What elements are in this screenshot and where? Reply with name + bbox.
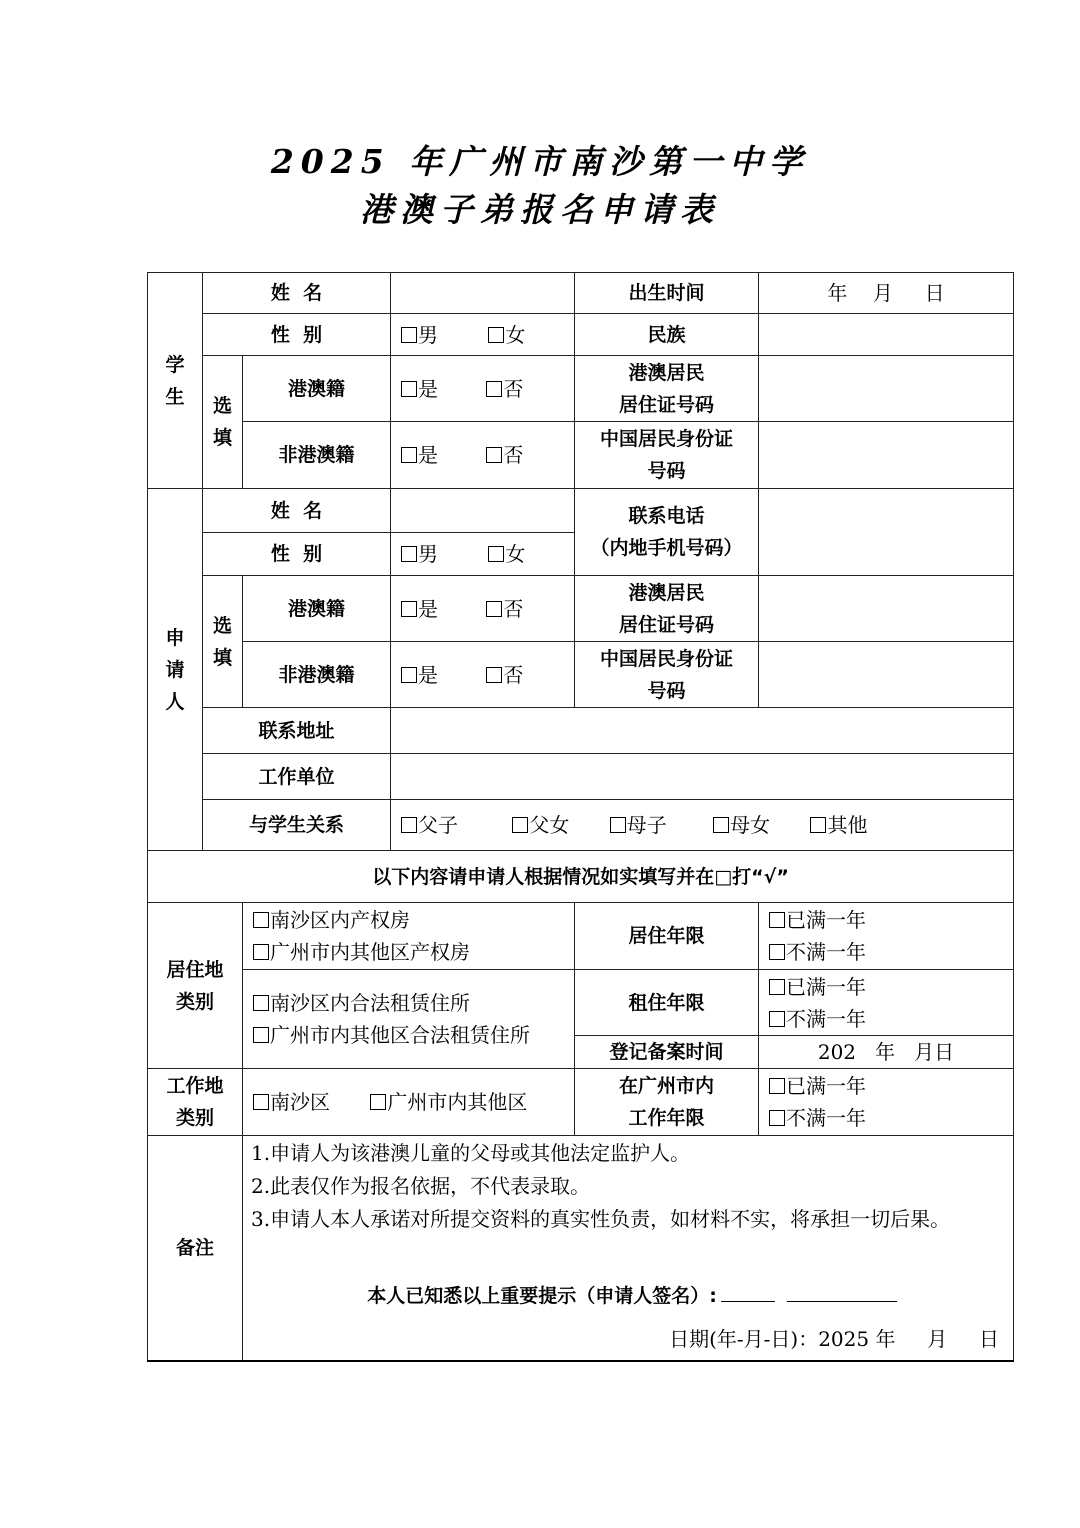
checkbox-icon[interactable] bbox=[769, 979, 785, 995]
checkbox-icon[interactable] bbox=[401, 601, 417, 617]
checkbox-icon[interactable] bbox=[486, 447, 502, 463]
student-gender-label: 性 别 bbox=[203, 314, 391, 356]
applicant-gender-female-option[interactable]: 女 bbox=[488, 538, 525, 570]
residence-rent-options bbox=[243, 970, 575, 1069]
work-years-options bbox=[759, 1069, 1014, 1136]
checkbox-icon[interactable] bbox=[486, 601, 502, 617]
applicant-hkmo-id-field[interactable] bbox=[759, 576, 1014, 642]
residence-type-label: 居住地 类别 bbox=[148, 903, 243, 1069]
relation-option-father-son[interactable]: 父子 bbox=[401, 809, 458, 841]
applicant-optional-label: 选 填 bbox=[203, 576, 243, 708]
student-ethnicity-field[interactable] bbox=[759, 314, 1014, 356]
checkbox-icon[interactable] bbox=[486, 667, 502, 683]
checkbox-icon[interactable] bbox=[488, 546, 504, 562]
residence-own-other-option[interactable]: 广州市内其他区产权房 bbox=[253, 936, 574, 968]
student-hkmo-yes-option[interactable]: 是 bbox=[401, 373, 438, 405]
applicant-phone-label: 联系电话 （内地手机号码） bbox=[575, 489, 759, 576]
checkbox-icon[interactable] bbox=[769, 1110, 785, 1126]
form-title-line-2: 港澳子弟报名申请表 bbox=[360, 190, 720, 229]
applicant-gender-label: 性 别 bbox=[203, 533, 391, 576]
residence-years-full-option[interactable]: 已满一年 bbox=[769, 904, 1013, 936]
student-ethnicity-label: 民族 bbox=[575, 314, 759, 356]
applicant-address-label: 联系地址 bbox=[203, 708, 391, 754]
student-birth-field[interactable]: 年 月 日 bbox=[759, 273, 1014, 314]
rent-years-options bbox=[759, 970, 1014, 1036]
applicant-non-hkmo-options bbox=[391, 642, 575, 708]
applicant-non-hkmo-label: 非港澳籍 bbox=[243, 642, 391, 708]
checkbox-icon[interactable] bbox=[253, 995, 269, 1011]
student-hkmo-options bbox=[391, 356, 575, 422]
student-cn-id-field[interactable] bbox=[759, 422, 1014, 489]
student-hkmo-id-label: 港澳居民 居住证号码 bbox=[575, 356, 759, 422]
applicant-non-hkmo-no-option[interactable]: 否 bbox=[486, 659, 523, 691]
work-type-options bbox=[243, 1069, 575, 1136]
applicant-hkmo-options bbox=[391, 576, 575, 642]
residence-own-options bbox=[243, 903, 575, 970]
checkbox-icon[interactable] bbox=[401, 327, 417, 343]
applicant-work-unit-field[interactable] bbox=[391, 754, 1014, 800]
student-non-hkmo-label: 非港澳籍 bbox=[243, 422, 391, 489]
signature-field[interactable] bbox=[787, 1283, 897, 1302]
student-name-label: 姓 名 bbox=[203, 273, 391, 314]
applicant-name-field[interactable] bbox=[391, 489, 575, 533]
checkbox-icon[interactable] bbox=[401, 447, 417, 463]
checkbox-icon[interactable] bbox=[253, 944, 269, 960]
checkbox-icon[interactable] bbox=[401, 817, 417, 833]
checkbox-icon[interactable] bbox=[769, 1078, 785, 1094]
checkbox-icon[interactable] bbox=[401, 667, 417, 683]
residence-years-label: 居住年限 bbox=[575, 903, 759, 970]
signature-field[interactable] bbox=[721, 1283, 775, 1302]
applicant-work-unit-label: 工作单位 bbox=[203, 754, 391, 800]
checkbox-icon[interactable] bbox=[512, 817, 528, 833]
student-hkmo-label: 港澳籍 bbox=[243, 356, 391, 422]
remark-item: 3.申请人本人承诺对所提交资料的真实性负责，如材料不实，将承担一切后果。 bbox=[251, 1207, 951, 1231]
applicant-name-label: 姓 名 bbox=[203, 489, 391, 533]
applicant-relation-label: 与学生关系 bbox=[203, 800, 391, 851]
work-years-not-full-option[interactable]: 不满一年 bbox=[769, 1102, 1013, 1134]
signature-label: 本人已知悉以上重要提示（申请人签名）: bbox=[367, 1285, 717, 1307]
signature-line bbox=[251, 1280, 1013, 1312]
student-optional-label: 选 填 bbox=[203, 356, 243, 489]
student-non-hkmo-no-option[interactable]: 否 bbox=[486, 439, 523, 471]
work-other-option[interactable]: 广州市内其他区 bbox=[370, 1086, 527, 1118]
date-line: 日期(年-月-日)：2025 年 月 日 bbox=[669, 1327, 1000, 1351]
rent-years-not-full-option[interactable]: 不满一年 bbox=[769, 1003, 1013, 1035]
record-time-label: 登记备案时间 bbox=[575, 1036, 759, 1069]
student-cn-id-label: 中国居民身份证 号码 bbox=[575, 422, 759, 489]
applicant-cn-id-label: 中国居民身份证 号码 bbox=[575, 642, 759, 708]
remarks-content bbox=[243, 1136, 1014, 1361]
residence-years-options bbox=[759, 903, 1014, 970]
checkbox-icon[interactable] bbox=[253, 1027, 269, 1043]
work-years-full-option[interactable]: 已满一年 bbox=[769, 1070, 1013, 1102]
relation-option-mother-daughter[interactable]: 母女 bbox=[713, 809, 770, 841]
applicant-gender-male-option[interactable]: 男 bbox=[401, 538, 438, 570]
applicant-relation-options bbox=[391, 800, 1014, 851]
checkbox-icon[interactable] bbox=[370, 1094, 386, 1110]
work-years-label: 在广州市内 工作年限 bbox=[575, 1069, 759, 1136]
applicant-hkmo-label: 港澳籍 bbox=[243, 576, 391, 642]
student-hkmo-id-field[interactable] bbox=[759, 356, 1014, 422]
checkbox-icon[interactable] bbox=[610, 817, 626, 833]
residence-rent-nansha-option[interactable]: 南沙区内合法租赁住所 bbox=[253, 987, 574, 1019]
student-gender-options bbox=[391, 314, 575, 356]
residence-years-not-full-option[interactable]: 不满一年 bbox=[769, 936, 1013, 968]
applicant-section-label: 申 请 人 bbox=[148, 489, 203, 851]
applicant-phone-field[interactable] bbox=[759, 489, 1014, 576]
student-non-hkmo-options bbox=[391, 422, 575, 489]
checkbox-icon[interactable] bbox=[488, 327, 504, 343]
rent-years-label: 租住年限 bbox=[575, 970, 759, 1036]
instruction-banner: 以下内容请申请人根据情况如实填写并在□打“√” bbox=[148, 851, 1014, 903]
student-name-field[interactable] bbox=[391, 273, 575, 314]
remarks-label: 备注 bbox=[148, 1136, 243, 1361]
checkbox-icon[interactable] bbox=[253, 1094, 269, 1110]
student-birth-label: 出生时间 bbox=[575, 273, 759, 314]
form-title-line-1: 2025 年广州市南沙第一中学 bbox=[270, 142, 810, 181]
work-nansha-option[interactable]: 南沙区 bbox=[253, 1086, 330, 1118]
checkbox-icon[interactable] bbox=[769, 1011, 785, 1027]
rent-years-full-option[interactable]: 已满一年 bbox=[769, 971, 1013, 1003]
applicant-address-field[interactable] bbox=[391, 708, 1014, 754]
residence-own-nansha-option[interactable]: 南沙区内产权房 bbox=[253, 904, 574, 936]
student-section-label: 学 生 bbox=[148, 273, 203, 489]
student-gender-male-option[interactable]: 男 bbox=[401, 319, 438, 351]
relation-option-other[interactable]: 其他 bbox=[810, 809, 867, 841]
checkbox-icon[interactable] bbox=[713, 817, 729, 833]
record-time-field[interactable]: 202 年 月日 bbox=[759, 1036, 1014, 1069]
remark-item: 2.此表仅作为报名依据，不代表录取。 bbox=[251, 1174, 591, 1198]
relation-option-mother-son[interactable]: 母子 bbox=[610, 809, 667, 841]
applicant-non-hkmo-yes-option[interactable]: 是 bbox=[401, 659, 438, 691]
application-form-table bbox=[147, 272, 1014, 1362]
applicant-hkmo-yes-option[interactable]: 是 bbox=[401, 593, 438, 625]
checkbox-icon[interactable] bbox=[769, 912, 785, 928]
checkbox-icon[interactable] bbox=[486, 381, 502, 397]
checkbox-icon[interactable] bbox=[253, 912, 269, 928]
relation-option-father-daughter[interactable]: 父女 bbox=[512, 809, 569, 841]
applicant-gender-options bbox=[391, 533, 575, 576]
student-gender-female-option[interactable]: 女 bbox=[488, 319, 525, 351]
applicant-hkmo-id-label: 港澳居民 居住证号码 bbox=[575, 576, 759, 642]
checkbox-icon[interactable] bbox=[401, 381, 417, 397]
residence-rent-other-option[interactable]: 广州市内其他区合法租赁住所 bbox=[253, 1019, 574, 1051]
checkbox-icon[interactable] bbox=[810, 817, 826, 833]
work-type-label: 工作地 类别 bbox=[148, 1069, 243, 1136]
student-hkmo-no-option[interactable]: 否 bbox=[486, 373, 523, 405]
checkbox-icon[interactable] bbox=[401, 546, 417, 562]
applicant-hkmo-no-option[interactable]: 否 bbox=[486, 593, 523, 625]
checkbox-icon[interactable] bbox=[769, 944, 785, 960]
remark-item: 1.申请人为该港澳儿童的父母或其他法定监护人。 bbox=[251, 1141, 691, 1165]
applicant-cn-id-field[interactable] bbox=[759, 642, 1014, 708]
student-non-hkmo-yes-option[interactable]: 是 bbox=[401, 439, 438, 471]
